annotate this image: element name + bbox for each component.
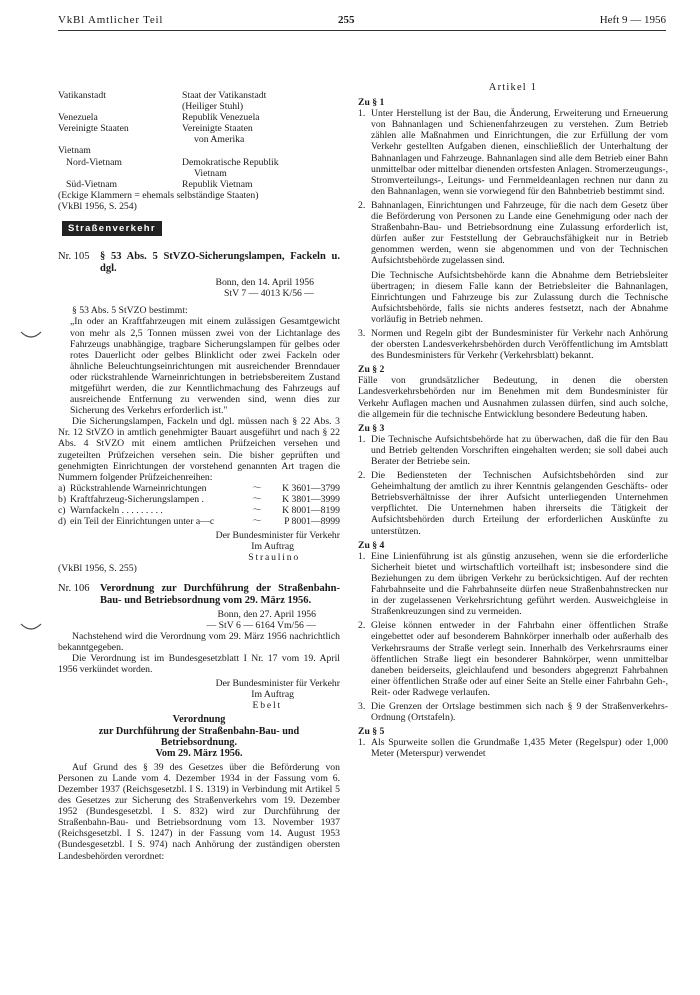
- list-item: 1. Als Spurweite sollen die Grundmaße 1,435 Meter (Regelspur) oder 1,000 Meter (Meterspur) verwendet: [358, 737, 668, 760]
- signature-name: Ebelt: [252, 700, 282, 712]
- state-row: Nord-Vietnam Demokratische Republik: [66, 156, 279, 168]
- decree-title: Verordnung: [172, 714, 226, 726]
- body-text: Fälle von grundsätzlicher Bedeutung, in denen die obersten Landesverkehrsbehörden nur im Benehmen mit dem Bundesminister für Verkehr Auflagen machen und Ausnahmen zulassen dürfen, sind auch solche, die allgemein für die technische Entwicklung besondere Bedeutung haben.: [358, 375, 668, 420]
- list-item: 2. Bahnanlagen, Einrichtungen und Fahrzeuge, für die nach dem Gesetz über die Beförderung von Personen zu Lande eine Genehmigung oder nach der Straßenbahn-Bau- und Betriebsordnung eine Zulassung erforderlich ist, dürfen außer zur Feststellung der Gebrauchsfähigkeit nur in Betrieb genommen werden, wenn sie abgenommen und von der Technischen Aufsichtsbehörde zugelassen sind.: [358, 199, 668, 267]
- decree-subtitle: zur Durchführung der Straßenbahn-Bau- und Betriebsordnung.: [98, 725, 300, 748]
- page-number: 255: [338, 14, 355, 26]
- state-row: Vietnam: [58, 145, 91, 157]
- zu-section: [358, 97, 668, 361]
- zu-section: [358, 364, 668, 419]
- article-106-heading: [58, 583, 340, 607]
- zu-heading: Zu § 1: [358, 97, 385, 109]
- list-item: 3. Normen und Regeln gibt der Bundesminister für Verkehr nach Anhörung der obersten Landesverkehrsbehörden durch Veröffentlichung im Amtsblatt des Bundesministers für Verkehr (Verkehrsblatt) bekannt.: [358, 327, 668, 362]
- page-header: [58, 14, 666, 31]
- zu-section: [358, 540, 668, 724]
- list-item: 3. Die Grenzen der Ortslage bestimmen sich nach § 9 der Straßenverkehrs-Ordnung (Ortstafeln).: [358, 700, 668, 724]
- punch-mark-icon: [20, 622, 42, 634]
- article-date: Bonn, den 27. April 1956: [217, 608, 316, 620]
- list-item: c) Warnfackeln . . . . . . . . . ～ K 8001—8199: [58, 505, 340, 516]
- article-date: Bonn, den 14. April 1956: [215, 277, 314, 289]
- list-item: b) Kraftfahrzeug-Sicherungslampen . ～ K 3801—3999: [58, 493, 340, 505]
- signature-line: Im Auftrag: [251, 541, 294, 553]
- zu-section: [358, 726, 668, 759]
- article-number: Nr. 106: [58, 582, 90, 594]
- list-item: 1. Die Technische Aufsichtsbehörde hat zu überwachen, daß die für den Bau und Betrieb geltenden Vorschriften eingehalten werden; sie soll dabei auch Berater der Betriebe sein.: [358, 433, 668, 467]
- test-mark-list: [58, 483, 340, 527]
- zu-heading: Zu § 4: [358, 539, 385, 551]
- states-ref: (VkBl 1956, S. 254): [58, 200, 137, 212]
- signature-name: Straulino: [248, 552, 300, 564]
- article-title: § 53 Abs. 5 StVZO-Sicherungslampen, Fackeln u. dgl.: [100, 251, 340, 275]
- body-text: Auf Grund des § 39 des Gesetzes über die Beförderung von Personen zu Lande vom 4. Dezember 1934 in der Fassung vom 6. Dezember 1937 (Reichsgesetzbl. I S. 1319) in Verbindung mit Artikel 5 des Gesetzes zur Sicherung des Straßenverkehrs vom 19. Dezember 1952 (Bundesgesetzbl. I S. 832) wird zur Durchführung der Straßenbahn-Bau- und Betriebsordnung vom 13. November 1937 (Reichsgesetzbl. I S. 1247) in der Fassung vom 14. August 1953 (Bundesgesetzbl. I S. 974) nach Anhörung der zuständigen obersten Landesbehörden verordnet:: [58, 761, 340, 862]
- artikel-heading: Artikel 1: [488, 82, 538, 93]
- intro-text: § 53 Abs. 5 StVZO bestimmt:: [72, 305, 188, 317]
- issue-info: Heft 9 — 1956: [599, 14, 666, 26]
- section-label: Straßenverkehr: [62, 221, 162, 236]
- states-note: (Eckige Klammern = ehemals selbständige Staaten): [58, 189, 259, 201]
- signature-line: Der Bundesminister für Verkehr: [215, 678, 340, 690]
- zu-section: [358, 423, 668, 537]
- body-text: Die Verordnung ist im Bundesgesetzblatt I Nr. 17 vom 19. April 1956 verkündet worden.: [58, 652, 340, 676]
- list-item: d) ein Teil der Einrichtungen unter a—c ～ P 8001—8999: [58, 516, 340, 528]
- list-item: Die Technische Aufsichtsbehörde kann die Abnahme dem Betriebsleiter übertragen; in diesem Falle kann der Betriebsleiter die Bahnanlagen, Einrichtungen und Fahrzeuge bis zur Zulassung durch die Technische Aufsichtsbehörde, falls sie nichts anderes festsetzt, nach der Abnahme vorläufig in Betrieb nehmen.: [371, 269, 668, 325]
- state-row: Vereinigte Staaten Vereinigte Staaten: [58, 123, 253, 135]
- article-105-heading: [58, 251, 340, 275]
- list-item: 1. Unter Herstellung ist der Bau, die Änderung, Erweiterung und Erneuerung von Bahnanlagen und Schienenfahrzeugen zu verstehen. Zum Betrieb zählen alle Maßnahmen und Einrichtungen, die zur Erfüllung der vom Verkehr gestellten Aufgaben dienen, einschließlich der Unterhaltung der Bahnanlagen und Fahrzeuge. Bahnanlagen sind alle dem Betrieb einer Bahn unmittelbar oder mittelbar dienenden ortsfesten Anlagen. Stromerzeugungs-, Stromverteilungs-, Leitungs- und Fernmeldeanlagen rechnen nur dann zu den Bahnanlagen, wenn sie vorwiegend für den Bahnbetrieb bestimmt sind.: [358, 108, 668, 197]
- states-table: Vatikanstadt Staat der Vatikanstadt (Heiliger Stuhl) Venezuela Republik Venezuela Vereinigte Staaten Vereinigte Staaten von Amerika Vietnam Nord-Vietnam Demokratische Republik Vietnam Süd-Vietnam Republik Vietnam (Eckige Klammern = ehemals selbständige Staaten) (VkBl 1956, S. 254): [58, 90, 340, 212]
- zu-heading: Zu § 5: [358, 726, 385, 738]
- article-ref: StV 7 — 4013 K/56 —: [224, 288, 314, 300]
- state-row: Süd-Vietnam Republik Vietnam: [66, 178, 253, 190]
- signature-line: Der Bundesminister für Verkehr: [215, 530, 340, 542]
- zu-heading: Zu § 2: [358, 364, 385, 376]
- state-row: Venezuela Republik Venezuela: [58, 112, 260, 124]
- list-item: 1. Eine Linienführung ist als günstig anzusehen, wenn sie die erforderliche Sicherheit bietet und wirtschaftlich vorteilhaft ist; insbesondere sind die Beziehungen zu dem übrigen Verkehr zu berücksichtigen. Auf der rechten Fahrbahnseite und die Fahrbahnseite dürfen neue Straßenbahnstrecken nur in der zugelassenen Verkehrsrichtung geführt werden. Ausweichgleise in Straßenkreuzungen sind zu vermeiden.: [358, 550, 668, 618]
- signature-line: Im Auftrag: [251, 689, 294, 701]
- list-item: a) Rückstrahlende Warneinrichtungen ～ K 3601—3799: [58, 482, 340, 494]
- list-item: 2. Gleise können entweder in der Fahrbahn einer öffentlichen Straße eingebettet oder auf besonderem Bahnkörper innerhalb oder außerhalb des Verkehrsraums der Straße verlegt sein. Innerhalb des Verkehrsraums einer öffentlichen Straße liegt ein besonderer Bahnkörper, wenn unmittelbar daneben beiderseits, gleichlaufend und besonders abgegrenzt Fahrbahnen einer öffentlichen Straße oder auf einer Seite an Stelle einer Fahrbahn Geh-, Reit- oder Radwege verlaufen.: [358, 620, 668, 698]
- article-title: Verordnung zur Durchführung der Straßenbahn-Bau- und Betriebsordnung vom 29. März 1956.: [100, 582, 340, 606]
- article-number: Nr. 105: [58, 251, 90, 263]
- article-source-ref: (VkBl 1956, S. 255): [58, 563, 137, 575]
- state-row: Vatikanstadt Staat der Vatikanstadt: [58, 90, 267, 101]
- punch-mark-icon: [20, 330, 42, 342]
- decree-date: Vom 29. März 1956.: [155, 747, 243, 759]
- quote-text: „In oder an Kraftfahrzeugen mit einem zulässigen Gesamtgewicht von mehr als 2,5 Tonnen müssen zwei von der Lichtanlage des Fahrzeugs unabhängige, tragbare Sicherungslampen für gelbes oder rotes Dauerlicht oder gelbes Blinklicht oder zwei Fackeln oder ähnliche Beleuchtungseinrichtungen mit ausreichender Brenndauer oder rückstrahlende Warneinrichtungen in betriebsbereitem Zustand mitgeführt werden, die zur Kenntlichmachung des Fahrzeugs auf ausreichende Entfernung zu verwenden sind, wenn dies zur Sicherung des Verkehrs erforderlich ist.": [70, 316, 340, 417]
- zu-heading: Zu § 3: [358, 422, 385, 434]
- body-text: Die Sicherungslampen, Fackeln und dgl. müssen nach § 22 Abs. 3 Nr. 12 StVZO in amtlich genehmigter Bauart ausgeführt und nach § 22 Abs. 4 StVZO mit einem amtlichen Prüfzeichen versehen und zugeteilten Prüfzeichen versehen sein. Die bisher geprüften und genehmigten Einrichtungen der vorstehend genannten Art tragen die Nummern folgender Prüfzeichenreihen:: [58, 416, 340, 483]
- list-item: 2. Die Bediensteten der Technischen Aufsichtsbehörden sind zur Geheimhaltung der amtlich zu ihrer Kenntnis gelangenden Geschäfts- oder Betriebsverhältnisse der ihrer Aufsicht unterliegenden Unternehmen verpflichtet. Die Unternehmen haben ihrerseits die Tätigkeit der Aufsichtsbehörden durch Erteilung der erforderlichen Auskünfte zu unterstützen.: [358, 470, 668, 537]
- body-text: Nachstehend wird die Verordnung vom 29. März 1956 nachrichtlich bekanntgegeben.: [58, 630, 340, 653]
- right-column: [358, 82, 668, 759]
- journal-title: VkBl Amtlicher Teil: [58, 14, 164, 26]
- left-column: [58, 90, 340, 862]
- article-ref: — StV 6 — 6164 Vm/56 —: [206, 619, 316, 631]
